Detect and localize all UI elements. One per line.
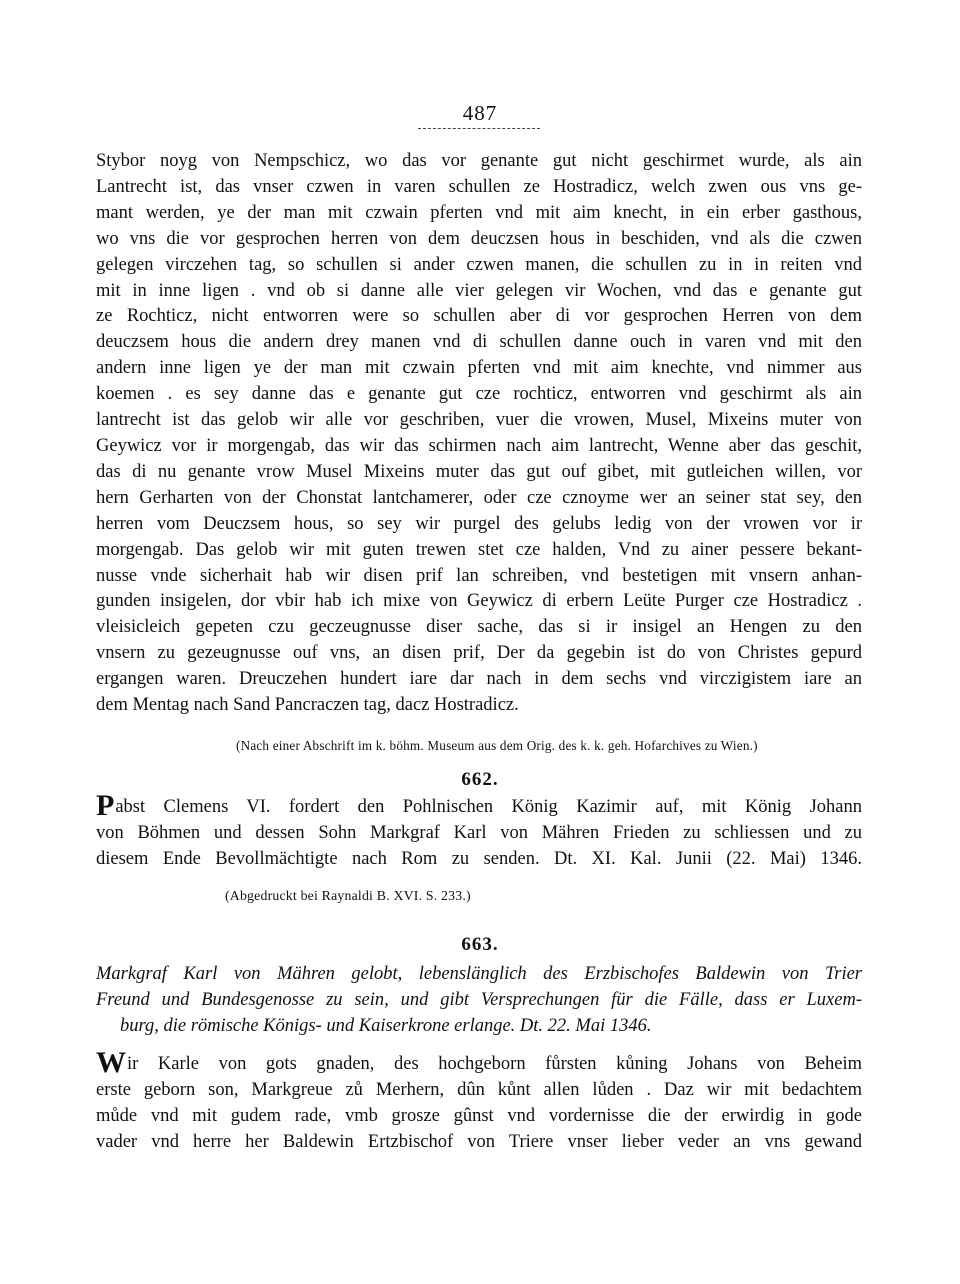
text-line: Geywicz vor ir morgengab, das wir das schirmen nach aim lantrecht, Wenne aber das geschit, bbox=[96, 435, 862, 456]
text-line: andern inne ligen ye der man mit czwain pferten vnd mit aim knechte, vnd nimmer aus bbox=[96, 358, 862, 379]
text-line: ze Rochticz, nicht entworren were so schullen aber di vor gesprochen Herren von dem bbox=[96, 306, 862, 327]
summary-line bbox=[96, 789, 862, 822]
source-note-662: (Abgedruckt bei Raynaldi B. XVI. S. 233.) bbox=[225, 888, 471, 903]
document-number-663: 663. bbox=[461, 934, 499, 955]
text-line: ergangen waren. Dreuczehen hundert iare dar nach in dem sechs vnd virczigistem iare an bbox=[96, 669, 862, 690]
summary-line: burg, die römische Königs- und Kaiserkrone erlange. Dt. 22. Mai 1346. bbox=[120, 1015, 652, 1036]
text-line: můde vnd mit gudem rade, vmb grosze gûnst vnd vordernisse die der erwirdig in gode bbox=[96, 1105, 862, 1126]
summary-line-text: abst Clemens VI. fordert den Pohlnischen König Kazimir auf, mit König Johann bbox=[115, 797, 862, 817]
text-line: vleisicleich gepeten czu geczeugnusse diser sache, das si ir insigel an Hengen zu den bbox=[96, 617, 862, 638]
dropcap-w: W bbox=[96, 1046, 126, 1079]
text-line: Stybor noyg von Nempschicz, wo das vor genante gut nicht geschirmet wurde, als ain bbox=[96, 151, 862, 171]
text-line: Lantrecht ist, das vnser czwen in varen schullen ze Hostradicz, welch zwen ous vns ge- bbox=[96, 176, 862, 197]
page-number: 487 bbox=[462, 101, 498, 125]
source-note-continuation: (Nach einer Abschrift im k. böhm. Museum aus dem Orig. des k. k. geh. Hofarchives zu Wien.) bbox=[236, 738, 758, 753]
text-line: deuczsem hous die andern drey manen vnd di schullen danne ouch in varen vnd mit den bbox=[96, 332, 862, 353]
text-line bbox=[96, 1046, 862, 1079]
text-line: herren vom Deuczsem hous, so sey wir purgel des gelubs ledig von der vrowen vor ir bbox=[96, 513, 862, 534]
text-line: hern Gerharten von der Chonstat lantchamerer, oder cze cznoyme wer an seiner stat sey, den bbox=[96, 487, 862, 508]
dropcap-p: P bbox=[96, 789, 115, 822]
text-line: vader vnd herre her Baldewin Ertzbischof von Triere vnser lieber veder an vns gewand bbox=[96, 1131, 862, 1152]
text-line: dem Mentag nach Sand Pancraczen tag, dacz Hostradicz. bbox=[96, 695, 519, 716]
text-line: gelegen virczehen tag, so schullen si ander czwen manen, die schullen zu in in reiten vnd bbox=[96, 254, 862, 275]
text-line: koemen . es sey danne das e genante gut cze rochticz, entworren vnd geschirmt als ain bbox=[96, 384, 862, 405]
document-number-662: 662. bbox=[461, 769, 499, 790]
summary-line: Freund und Bundesgenosse zu sein, und gibt Versprechungen für die Fälle, dass er Luxem- bbox=[96, 989, 862, 1010]
text-line: erste geborn son, Markgreue zů Merhern, dûn kůnt allen lůden . Daz wir mit bedachtem bbox=[96, 1079, 862, 1100]
document-662-summary bbox=[96, 789, 862, 873]
document-663-summary bbox=[96, 962, 862, 1040]
text-line: nusse vnde sicherhait hab wir disen prif lan schreiben, vnd bestetigen mit vnsern anhan- bbox=[96, 565, 862, 586]
text-line: morgengab. Das gelob wir mit guten trewen stet cze halden, Vnd zu ainer pessere bekant- bbox=[96, 539, 862, 560]
text-line: lantrecht ist das gelob wir alle vor geschriben, vuer die vrowen, Musel, Mixeins muter von bbox=[96, 410, 862, 431]
text-line: wo vns die vor gesprochen herren von dem deuczsen hous in beschiden, vnd als die czwen bbox=[96, 228, 862, 249]
summary-line: diesem Ende Bevollmächtigte nach Rom zu senden. Dt. XI. Kal. Junii (22. Mai) 1346. bbox=[96, 848, 862, 869]
header-rule bbox=[418, 128, 540, 129]
text-line: mant werden, ye der man mit czwain pferten vnd mit aim knecht, in ein erber gasthous, bbox=[96, 202, 862, 223]
continuation-text bbox=[96, 149, 862, 719]
text-line: mit in inne ligen . vnd ob si danne alle vier gelegen vir Wochen, vnd das e genante gut bbox=[96, 280, 862, 301]
text-line: vnsern zu gezeugnusse ouf vns, an disen prif, Der da gegebin ist do von Christes gepurd bbox=[96, 643, 862, 664]
text-line: gunden insigelen, dor vbir hab ich mixe von Geywicz di erbern Leüte Purger cze Hostradicz . bbox=[96, 591, 862, 612]
text-line-content: ir Karle von gots gnaden, des hochgeborn fůrsten kůning Johans von Beheim bbox=[127, 1054, 862, 1074]
summary-line: Markgraf Karl von Mähren gelobt, lebenslänglich des Erzbischofes Baldewin von Trier bbox=[96, 964, 862, 984]
document-663-text bbox=[96, 1046, 862, 1156]
text-line: das di nu genante vrow Musel Mixeins muter das gut ouf gibet, mit gutleichen willen, vor bbox=[96, 461, 862, 482]
summary-line: von Böhmen und dessen Sohn Markgraf Karl von Mähren Frieden zu schliessen und zu bbox=[96, 822, 862, 843]
